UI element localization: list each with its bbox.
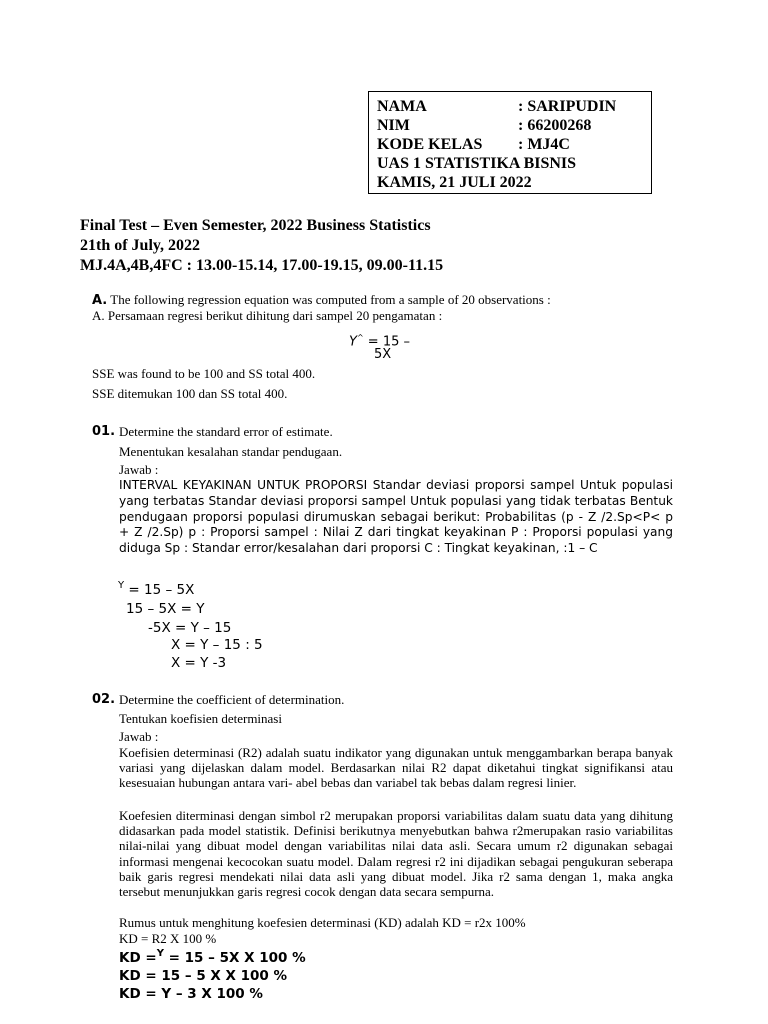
question-1-answer-text: INTERVAL KEYAKINAN UNTUK PROPORSI Standar deviasi proporsi sampel Untuk populasi yang terbatas Standar deviasi proporsi sampel Untuk populasi yang tidak terbatas Bentuk pendugaan proporsi populasi dirumuskan sebagai berikut: Probabilitas (p - Z /2.Sp<P< p + Z /2.Sp) p : Proporsi sampel : Nilai Z dari tingkat keyakinan P : Proporsi populasi yang diduga Sp : Standar error/kesalahan dari proporsi C : Tingkat keyakinan, :1 – C xyxy=(119,478,673,556)
answer-1-step-4: X = Y – 15 : 5 xyxy=(171,637,263,653)
question-2-paragraph-1: Koefisien determinasi (R2) adalah suatu indikator yang digunakan untuk menggambarkan berapa banyak variasi yang dijelaskan dalam model. Berdasarkan nilai R2 dapat diketahui tingkat signifikansi atau kesesuaian hubungan antara vari- abel bebas dan variabel tak bebas dalam regresi linier. xyxy=(119,745,673,791)
exam-date: KAMIS, 21 JULI 2022 xyxy=(377,174,532,191)
answer-1-step-1-text: = 15 – 5X xyxy=(128,582,195,598)
answer-1-step-3: -5X = Y – 15 xyxy=(148,620,232,636)
question-2-id: Tentukan koefisien determinasi xyxy=(119,711,282,726)
question-2-en: Determine the coefficient of determination. xyxy=(119,692,345,707)
identity-row-nama xyxy=(377,97,616,116)
identity-row-kode-kelas xyxy=(377,135,570,154)
section-a-intro-en-text: The following regression equation was computed from a sample of 20 observations : xyxy=(110,292,551,307)
exam-schedule: MJ.4A,4B,4FC : 13.00-15.14, 17.00-19.15, 09.00-11.15 xyxy=(80,257,444,274)
kd-step-2-rest: = 15 – 5X X 100 % xyxy=(168,950,306,966)
equation-hat: ^ xyxy=(356,333,364,342)
identity-label: KODE KELAS xyxy=(377,136,483,153)
identity-value: : SARIPUDIN xyxy=(518,98,617,115)
identity-label: NIM xyxy=(377,117,410,134)
answer-1-step-1-y: Y xyxy=(118,580,125,591)
kd-step-3: KD = 15 – 5 X X 100 % xyxy=(119,968,288,984)
equation-y: Y xyxy=(349,334,357,350)
exam-title: Final Test – Even Semester, 2022 Business Statistics xyxy=(80,217,431,234)
exam-name: UAS 1 STATISTIKA BISNIS xyxy=(377,155,577,172)
section-a-intro-id: A. Persamaan regresi berikut dihitung dari sampel 20 pengamatan : xyxy=(92,308,443,323)
section-a-intro-en xyxy=(92,292,551,309)
question-2-paragraph-2: Koefesien diterminasi dengan simbol r2 merupakan proporsi variabilitas dalam suatu data yang dihitung didasarkan pada model statistik. Definisi berikutnya menyebutkan bahwa r2merupakan rasio variabilitas nilai-nilai yang dibuat model dengan variabilitas nilai data asli. Secara umum r2 digunakan sebagai informasi mengenai kecocokan suatu model. Dalam regresi r2 ini dijadikan sebagai pengukuran seberapa baik garis regresi mendekati nilai data asli yang dibuat model. Jika r2 sama dengan 1, maka angka tersebut menunjukkan garis regresi cocok dengan data secara sempurna. xyxy=(119,808,673,900)
regression-equation-line2: 5X xyxy=(374,347,392,362)
answer-1-step-2: 15 – 5X = Y xyxy=(126,601,205,617)
identity-row-nim xyxy=(377,116,591,135)
question-1-en: Determine the standard error of estimate. xyxy=(119,424,333,439)
identity-value: : 66200268 xyxy=(518,117,592,134)
kd-step-2-y: Y xyxy=(156,948,164,959)
kd-step-1: KD = R2 X 100 % xyxy=(119,931,217,946)
answer-1-step-1 xyxy=(118,582,194,600)
section-a-marker: A. xyxy=(92,293,108,308)
sse-id: SSE ditemukan 100 dan SS total 400. xyxy=(92,386,288,401)
identity-label: NAMA xyxy=(377,98,427,115)
equation-rhs: = 15 – xyxy=(367,334,410,350)
question-2-answer-label: Jawab : xyxy=(119,729,159,744)
answer-1-step-5: X = Y -3 xyxy=(171,655,227,671)
kd-step-2 xyxy=(119,950,306,968)
question-number-2: 02. xyxy=(92,692,116,707)
kd-step-2-prefix: KD = xyxy=(119,950,157,966)
question-1-id: Menentukan kesalahan standar pendugaan. xyxy=(119,444,343,459)
sse-en: SSE was found to be 100 and SS total 400. xyxy=(92,366,316,381)
kd-step-4: KD = Y – 3 X 100 % xyxy=(119,986,263,1002)
student-identity-box xyxy=(368,91,652,194)
kd-formula-line: Rumus untuk menghitung koefesien determinasi (KD) adalah KD = r2x 100% xyxy=(119,915,526,930)
exam-date-line: 21th of July, 2022 xyxy=(80,237,201,254)
question-number-1: 01. xyxy=(92,424,116,439)
question-1-answer-label: Jawab : xyxy=(119,462,159,477)
identity-value: : MJ4C xyxy=(518,136,570,153)
